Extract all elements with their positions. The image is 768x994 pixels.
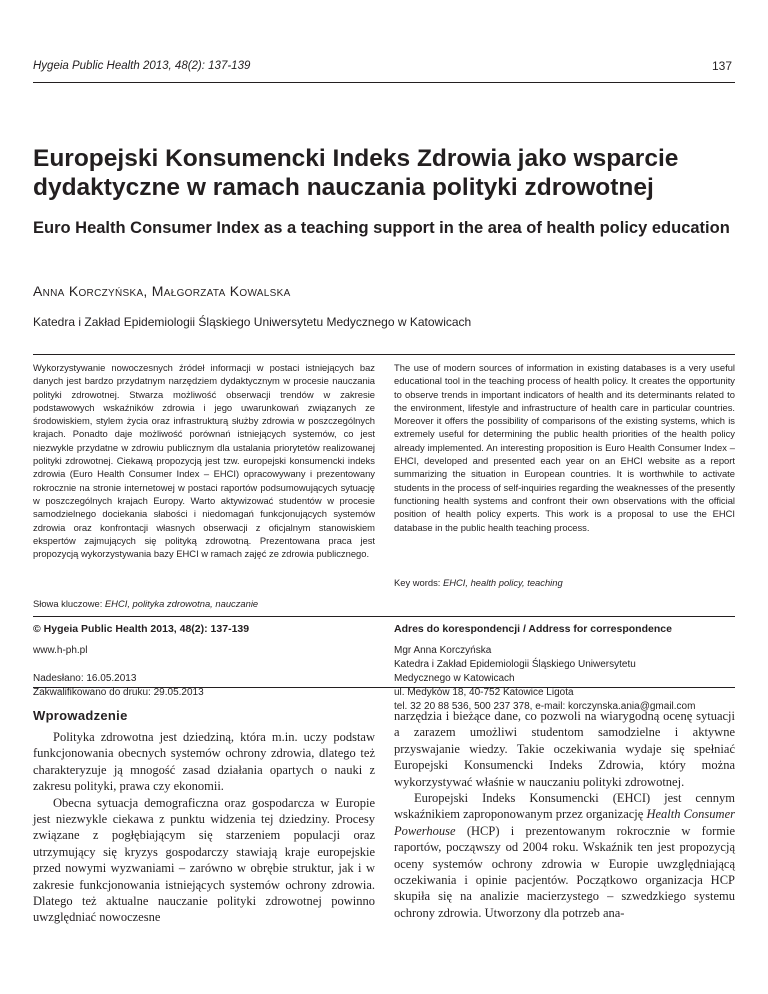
correspondence-name: Mgr Anna Korczyńska [394, 645, 492, 656]
page-number: 137 [711, 59, 732, 73]
authors [33, 283, 291, 299]
abstract-english: The use of modern sources of information in existing databases is a very useful educational tool in the teaching process of health policy. It creates the opportunity to observe trends in important indicators of health and its determinants related to the environment, lifestyle and infrastructure of health care in particular countries. Moreover it offers the possibility of comparisons of the existing systems, which is extremely useful for determining the public health priorities of the health policy already implemented. An interesting proposition is Euro Health Consumer Index – EHCI, developed and presented each year on an EHCI website as a report summarizing the situation in European countries. It is worthwhile to activate students in the process of self-inquiries regarding the weaknesses of the presently functioning health systems and confront their own observations with the official position of health policy experts. This work is a proposal to use the EHCI database in the public health teaching process. [394, 362, 735, 533]
submitted-date: Nadesłano: 16.05.2013 [33, 673, 137, 684]
paragraph: Obecna sytuacja demograficzna oraz gospodarcza w Europie jest niezwykle ciekawa z punktu widzenia tej dziedziny. Procesy związane z pogłębiającym się starzeniem populacji oraz utrzymujący się kryzys gospodarczy stawiają kraje europejskie przed nowymi wyzwaniami – zarówno w obrębie struktur, jak i w zakresie funkcjonowania istniejących systemów ochrony zdrowia. Dlatego też aktualne nauczanie polityki zdrowotnej powinno uwzględniać nowoczesne [33, 795, 375, 925]
abstract-rule [33, 354, 735, 355]
article-title-english: Euro Health Consumer Index as a teaching support in the area of health policy education [33, 219, 730, 237]
keywords-english-value: EHCI, health policy, teaching [442, 577, 563, 588]
correspondence-street: ul. Medyków 18, 40-752 Katowice Ligota [394, 687, 574, 698]
paragraph: Polityka zdrowotna jest dziedziną, która m.in. uczy podstaw funkcjonowania obecnych systemów ochrony zdrowia, dlatego też charakteryzuje ją mnogość zasad działania opartych o nauki z zakresu polityki, prawa czy ekonomii. [33, 730, 375, 794]
paragraph-text: (HCP) i prezentowanym rokrocznie w formie raportów, począwszy od 2004 roku. Wskaźnik ten jest propozycją oceny systemów ochrony zdrowia w Europie uwzględniającą oczekiwania i opinie pacjentów. Początkowo organizacja HCP skupiła się na analizie macierzystego – szwedzkiego systemu ochrony zdrowia. Utworzony dla potrzeb ana- [394, 823, 735, 920]
correspondence-line2: Medycznego w Katowicach [394, 673, 515, 684]
organization-name: Health Consumer Powerhouse [394, 807, 735, 838]
keywords-polish-value: EHCI, polityka zdrowotna, nauczanie [104, 598, 259, 609]
body-column-left [33, 708, 375, 926]
abstract-polish: Wykorzystywanie nowoczesnych źródeł informacji w postaci istniejących baz danych jest bardzo przydatnym narzędziem dydaktycznym w procesie nauczania polityki zdrowotnej. Stwarza możliwość obserwacji trendów w zakresie podstawowych wskaźników zdrowia i jego uwarunkowań związanych ze środowiskiem, stylem życia oraz infrastrukturą służby zdrowia w poszczególnych krajach. Ponadto daje możliwość porównań istniejących systemów, co jest niezwykle przydatne w zdrowiu publicznym dla ustalania priorytetów realizowanej polityki zdrowotnej. Ciekawą propozycją jest tzw. europejski konsumencki indeks zdrowia (Euro Health Consumer Index – EHCI) opracowywany i prezentowany rokrocznie na stronie internetowej w postaci raportów podsumowujących sytuację w poszczególnych krajach Europy. Warto aktywizować studentów w procesie samodzielnego dociekania słabości i niedomagań funkcjonujących systemów zdrowia oraz konfrontacji własnych obserwacji z oficjalnym stanowiskiem ekspertów zajmujących się polityką zdrowotną. Prezentowana praca jest propozycją wykorzystywania bazy EHCI w ramach zajęć ze zdrowia publicznego. [33, 362, 375, 560]
body-rule [33, 687, 735, 688]
keywords-english-label: Key words: [394, 577, 441, 588]
paragraph [394, 790, 735, 921]
accepted-date: Zakwalifikowano do druku: 29.05.2013 [33, 687, 204, 698]
website-link[interactable]: www.h-ph.pl [33, 645, 88, 656]
publication-info [33, 622, 373, 700]
citation: © Hygeia Public Health 2013, 48(2): 137-139 [33, 623, 250, 635]
info-rule [33, 616, 735, 617]
authors-text: Anna Korczyńska, Małgorzata Kowalska [33, 283, 291, 299]
body-column-right [394, 708, 735, 921]
keywords-english [394, 577, 563, 588]
article-title-polish: Europejski Konsumencki Indeks Zdrowia jako wsparcie dydaktyczne w ramach nauczania polityki zdrowotnej [33, 145, 679, 201]
spacer [33, 658, 373, 672]
running-head: Hygeia Public Health 2013, 48(2): 137-139 [33, 60, 251, 72]
paragraph: narzędzia i bieżące dane, co pozwoli na wiarygodną ocenę sytuacji a zarazem umożliwi studentom samodzielne i aktywne przyswajanie wiedzy. Takie oczekiwania wydaje się spełniać Europejski Konsumencki Indeks Zdrowia, który można wykorzystywać właśnie w nauczaniu polityki zdrowotnej. [394, 709, 735, 789]
correspondence-contact: tel. 32 20 88 536, 500 237 378, e-mail: korczynska.ania@gmail.com [394, 701, 696, 712]
keywords-polish [33, 598, 258, 609]
paragraph-text: Europejski Indeks Konsumencki (EHCI) jest cennym wskaźnikiem zaproponowanym przez organizację [394, 791, 735, 822]
keywords-polish-label: Słowa kluczowe: [33, 598, 103, 609]
section-heading: Wprowadzenie [33, 708, 128, 723]
correspondence-line1: Katedra i Zakład Epidemiologii Śląskiego Uniwersytetu [394, 659, 636, 670]
correspondence-heading: Adres do korespondencji / Address for correspondence [394, 623, 672, 635]
correspondence-block [394, 622, 739, 714]
header-rule [33, 82, 735, 83]
affiliation: Katedra i Zakład Epidemiologii Śląskiego Uniwersytetu Medycznego w Katowicach [33, 315, 472, 329]
